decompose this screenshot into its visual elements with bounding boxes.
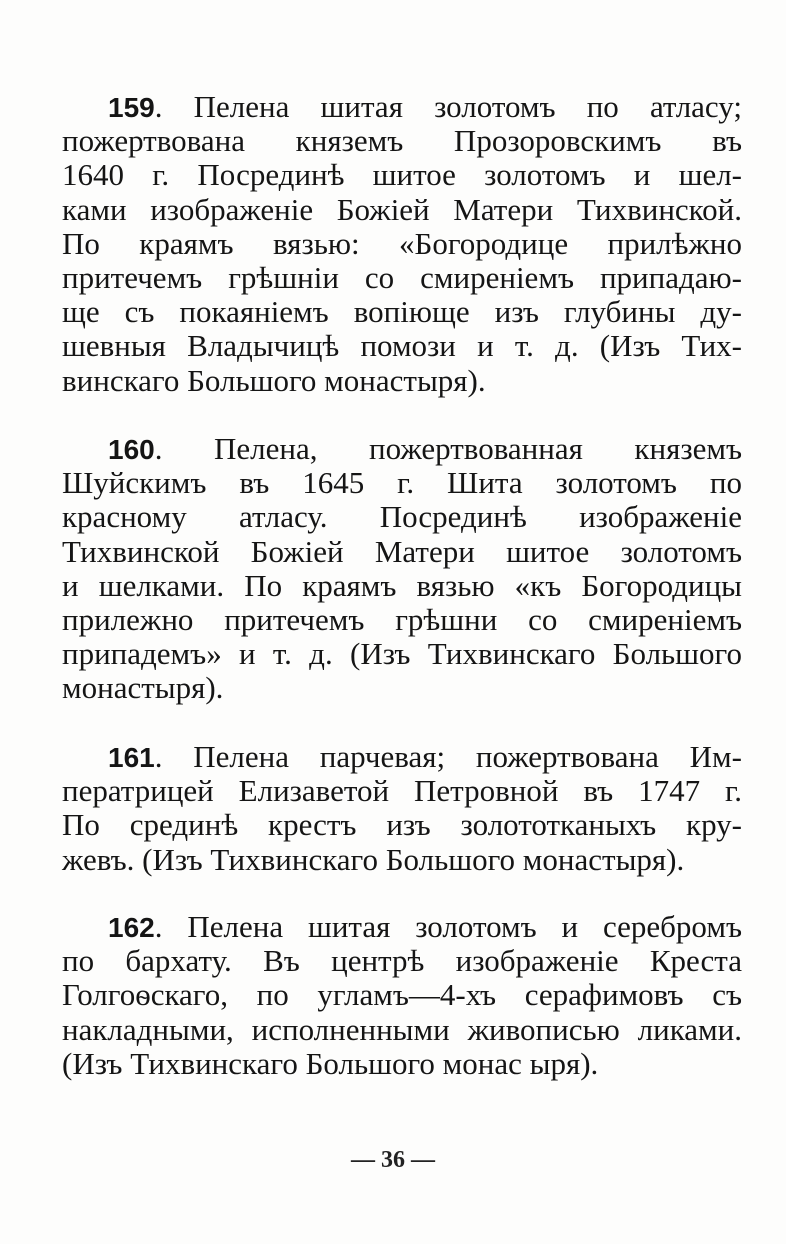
entry-line: монастыря). <box>62 670 224 706</box>
entry-line: По краямъ вязью: «Богородице прилѣжно <box>62 225 742 261</box>
entry-line: ками изображеніе Божіей Матери Тихвинской. <box>62 191 742 227</box>
entry-number: 161 <box>108 742 155 773</box>
entry-line: Тихвинской Божіей Матери шитое золотомъ <box>62 533 742 569</box>
page-number: — 36 — <box>351 1147 435 1173</box>
catalog-entry-161 <box>62 740 742 877</box>
catalog-entry-159 <box>62 90 742 398</box>
entry-number: 162 <box>108 912 155 943</box>
entry-number: 160 <box>108 434 155 465</box>
entry-line: 162. Пелена шитая золотомъ и серебромъ <box>108 909 742 944</box>
entry-line: жевъ. (Изъ Тихвинскаго Большого монастыря). <box>62 841 685 877</box>
catalog-entry-160 <box>62 432 742 706</box>
entry-line: и шелками. По краямъ вязью «къ Богородицы <box>62 567 742 603</box>
entry-line: шевныя Владычицѣ помози и т. д. (Изъ Тих- <box>62 328 742 364</box>
entry-line: пожертвована княземъ Прозоровскимъ въ <box>62 123 742 159</box>
entry-line: припадемъ» и т. д. (Изъ Тихвинскаго Большого <box>62 636 742 672</box>
entry-line: (Изъ Тихвинскаго Большого монас ыря). <box>62 1045 599 1081</box>
entry-number: 159 <box>108 92 155 123</box>
entry-line: 159. Пелена шитая золотомъ по атласу; <box>108 89 742 124</box>
entry-line: Голгоѳскаго, по угламъ—4-хъ серафимовъ съ <box>62 977 742 1013</box>
entry-line: накладными, исполненными живописью ликами. <box>62 1011 742 1047</box>
entry-line: прилежно притечемъ грѣшни со смиреніемъ <box>62 601 742 637</box>
entry-line: по бархату. Въ центрѣ изображеніе Креста <box>62 943 742 979</box>
entry-line: винскаго Большого монастыря). <box>62 362 486 398</box>
entry-line: ще съ покаяніемъ вопіюще изъ глубины ду- <box>62 294 742 330</box>
entry-line: ператрицей Елизаветой Петровной въ 1747 г. <box>62 773 742 809</box>
entry-line: притечемъ грѣшніи со смиреніемъ припадаю- <box>62 259 742 295</box>
entry-line: По срединѣ крестъ изъ золототканыхъ кру- <box>62 807 742 843</box>
entry-line: 160. Пелена, пожертвованная княземъ <box>108 431 742 466</box>
entry-line: 1640 г. Посрединѣ шитое золотомъ и шел- <box>62 157 742 193</box>
entry-line: 161. Пелена парчевая; пожертвована Им- <box>108 739 742 774</box>
catalog-entry-162 <box>62 910 742 1081</box>
entry-line: красному атласу. Посрединѣ изображеніе <box>62 499 742 535</box>
entry-line: Шуйскимъ въ 1645 г. Шита золотомъ по <box>62 465 742 501</box>
